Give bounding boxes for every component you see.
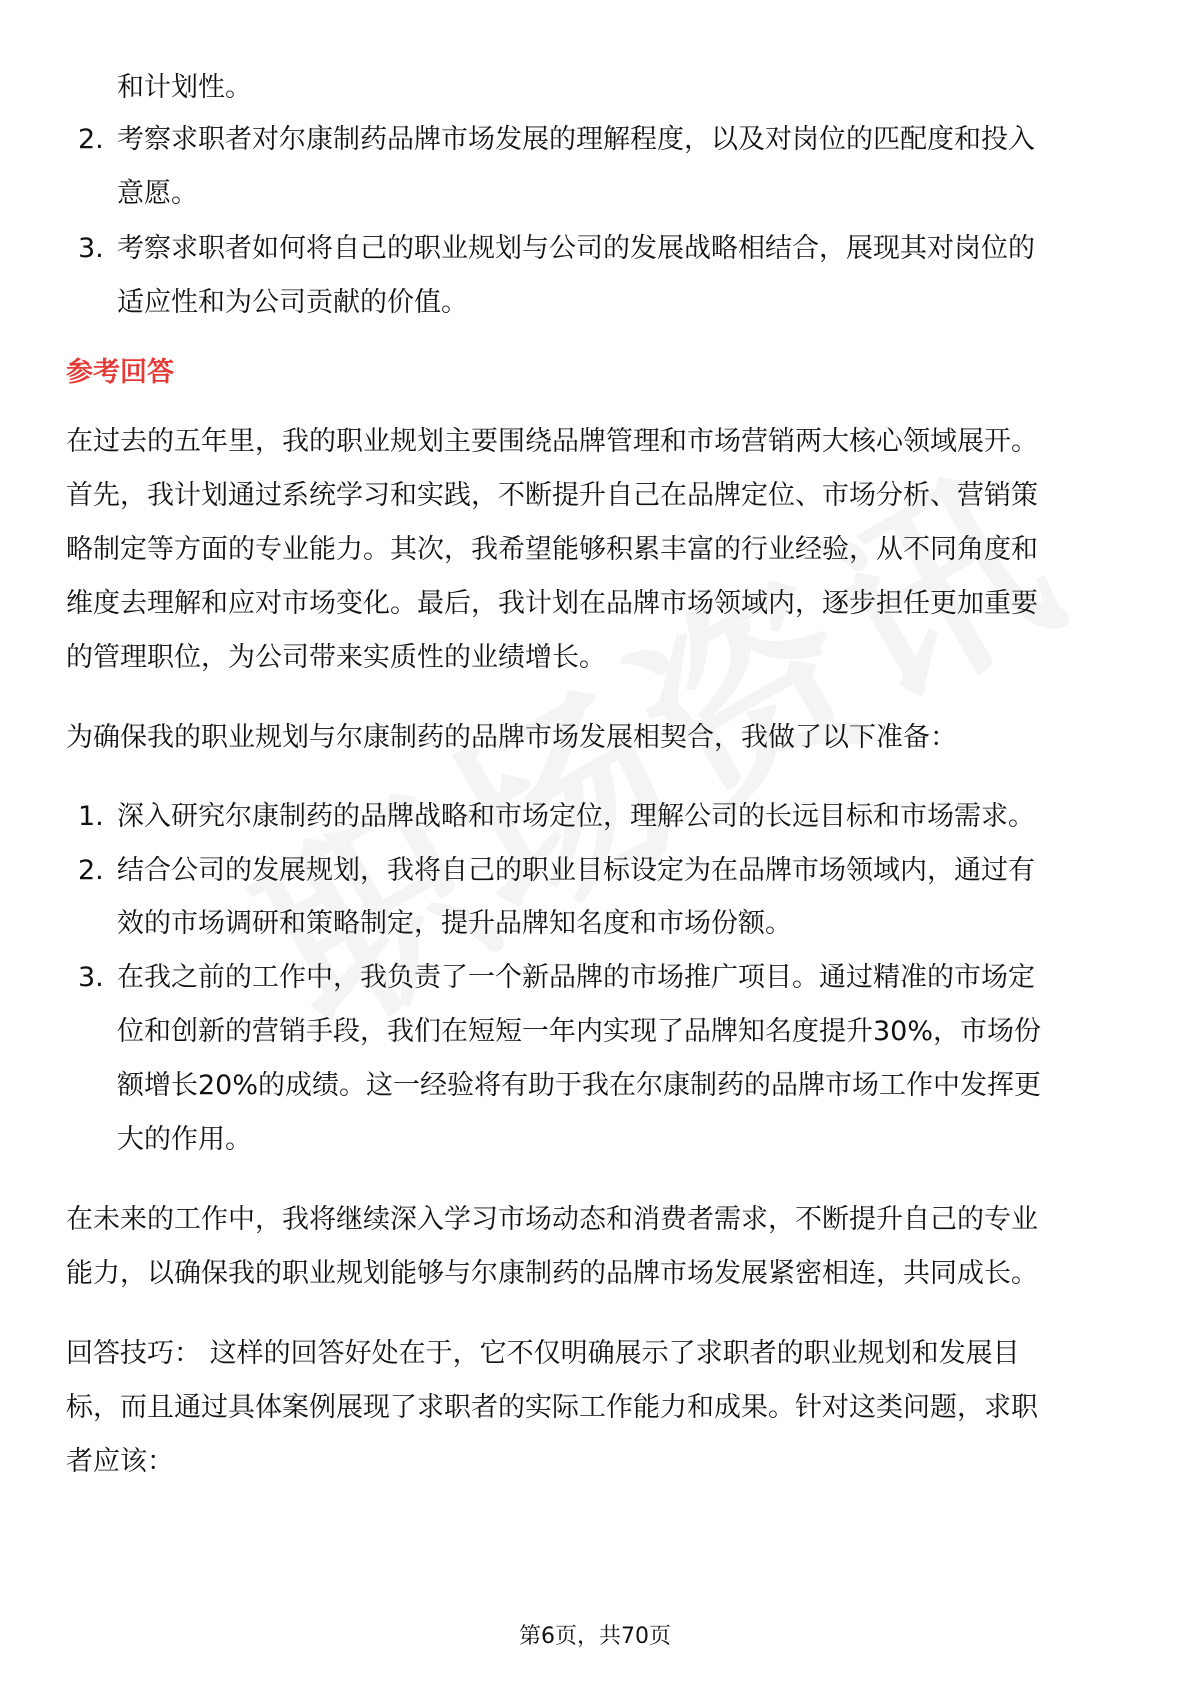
para3-line1: 在未来的工作中，我将继续深入学习市场动态和消费者需求，不断提升自己的专业: [66, 1204, 1038, 1235]
intro-item2-line1: 考察求职者对尔康制药品牌市场发展的理解程度，以及对岗位的匹配度和投入: [117, 124, 1035, 155]
para1-line1: 在过去的五年里，我的职业规划主要围绕品牌管理和市场营销两大核心领域展开。: [66, 426, 1038, 457]
tips-line1: 回答技巧： 这样的回答好处在于，它不仅明确展示了求职者的职业规划和发展目: [66, 1338, 1020, 1369]
prep-item1-number: 1.: [78, 801, 104, 832]
prep-item3-line4: 大的作用。: [117, 1124, 252, 1155]
answer-heading: 参考回答: [66, 357, 174, 388]
intro-item3-number: 3.: [78, 233, 104, 264]
intro-item2-number: 2.: [78, 124, 104, 155]
intro-item1-continuation: 和计划性。: [117, 72, 252, 103]
page-number-footer: 第6页，共70页: [519, 1624, 671, 1649]
prep-item3-line1: 在我之前的工作中，我负责了一个新品牌的市场推广项目。通过精准的市场定: [117, 962, 1035, 993]
prep-item2-line1: 结合公司的发展规划，我将自己的职业目标设定为在品牌市场领域内，通过有: [117, 855, 1035, 886]
prep-item2-number: 2.: [78, 855, 104, 886]
prep-item3-number: 3.: [78, 962, 104, 993]
para1-line3: 略制定等方面的专业能力。其次，我希望能够积累丰富的行业经验，从不同角度和: [66, 534, 1038, 565]
para2: 为确保我的职业规划与尔康制药的品牌市场发展相契合，我做了以下准备：: [66, 722, 957, 753]
prep-item2-line2: 效的市场调研和策略制定，提升品牌知名度和市场份额。: [117, 908, 792, 939]
para1-line5: 的管理职位，为公司带来实质性的业绩增长。: [66, 642, 606, 673]
prep-item1-line1: 深入研究尔康制药的品牌战略和市场定位，理解公司的长远目标和市场需求。: [117, 801, 1035, 832]
tips-line3: 者应该：: [66, 1446, 174, 1477]
para1-line2: 首先，我计划通过系统学习和实践，不断提升自己在品牌定位、市场分析、营销策: [66, 480, 1038, 511]
intro-item3-line2: 适应性和为公司贡献的价值。: [117, 287, 468, 318]
prep-item3-line2: 位和创新的营销手段，我们在短短一年内实现了品牌知名度提升30%，市场份: [117, 1016, 1042, 1047]
prep-item3-line3: 额增长20%的成绩。这一经验将有助于我在尔康制药的品牌市场工作中发挥更: [117, 1070, 1042, 1101]
para3-line2: 能力，以确保我的职业规划能够与尔康制药的品牌市场发展紧密相连，共同成长。: [66, 1258, 1038, 1289]
para1-line4: 维度去理解和应对市场变化。最后，我计划在品牌市场领域内，逐步担任更加重要: [66, 588, 1038, 619]
intro-item3-line1: 考察求职者如何将自己的职业规划与公司的发展战略相结合，展现其对岗位的: [117, 233, 1035, 264]
tips-line2: 标，而且通过具体案例展现了求职者的实际工作能力和成果。针对这类问题，求职: [66, 1392, 1038, 1423]
intro-item2-line2: 意愿。: [117, 178, 198, 209]
